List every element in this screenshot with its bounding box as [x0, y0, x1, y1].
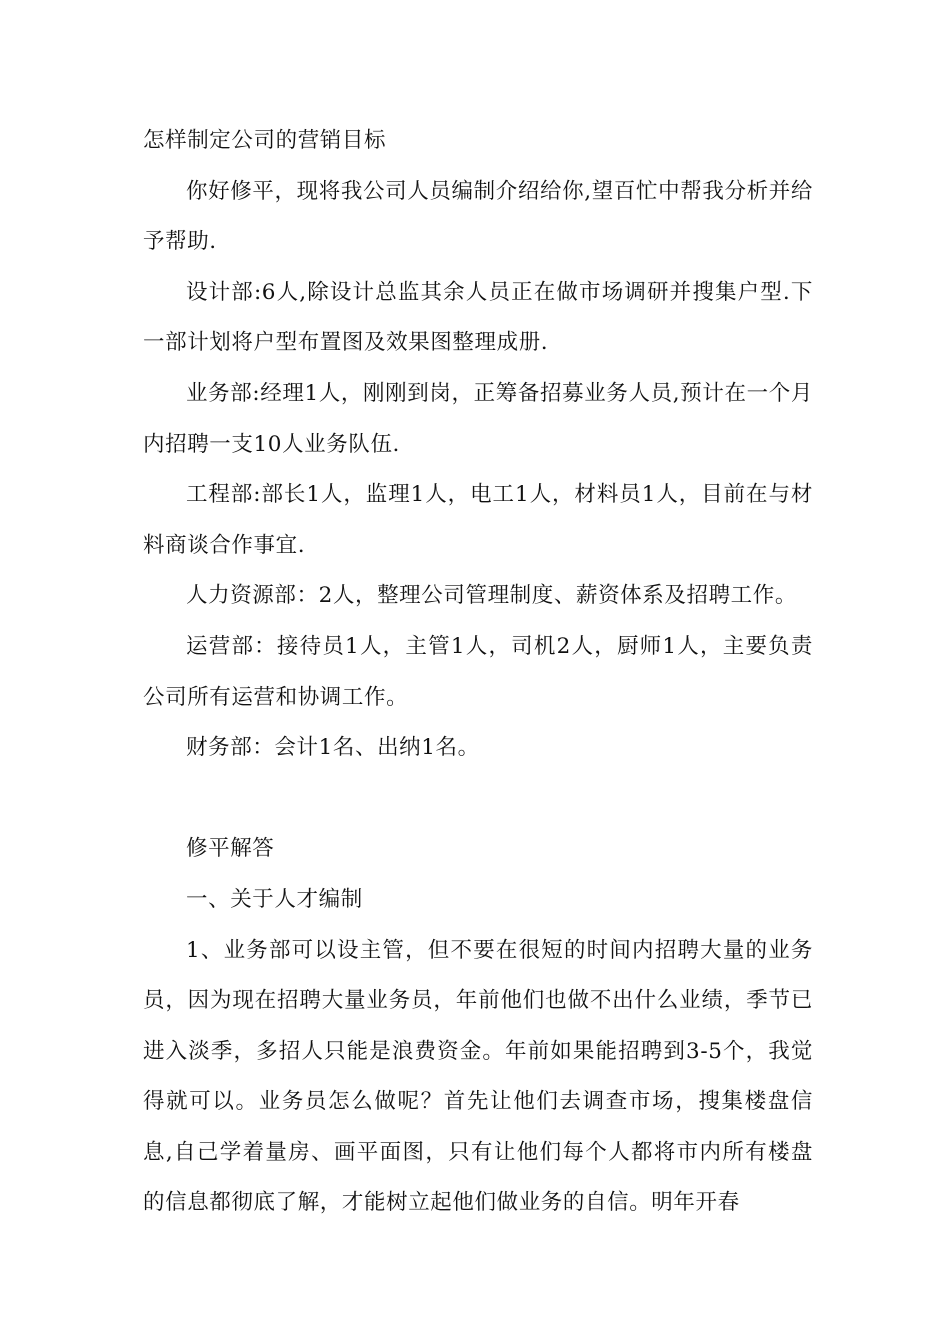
- answer-heading: 修平解答: [186, 836, 275, 862]
- department-business: 业务部:经理1人，刚刚到岗，正筹备招募业务人员,预计在一个月内招聘一支10人业务队伍.: [143, 380, 813, 457]
- blank-line: [143, 774, 813, 825]
- department-finance: 财务部：会计1名、出纳1名。: [186, 735, 480, 761]
- section-heading: 一、关于人才编制: [186, 886, 363, 912]
- answer-paragraph: 1、业务部可以设主管，但不要在很短的时间内招聘大量的业务员，因为现在招聘大量业务员，年前他们也做不出什么业绩，季节已进入淡季，多招人只能是浪费资金。年前如果能招聘到3-5个，我觉得就可以。业务员怎么做呢？首先让他们去调查市场，搜集楼盘信息,自己学着量房、画平面图，只有让他们每个人都将市内所有楼盘的信息都彻底了解，才能树立起他们做业务的自信。明年开春: [143, 937, 813, 1216]
- department-engineering: 工程部:部长1人，监理1人，电工1人，材料员1人，目前在与材料商谈合作事宜.: [143, 482, 813, 558]
- department-operations: 运营部：接待员1人，主管1人，司机2人，厨师1人，主要负责公司所有运营和协调工作。: [143, 633, 813, 710]
- document-body: [143, 116, 813, 1229]
- department-hr: 人力资源部：2人，整理公司管理制度、薪资体系及招聘工作。: [186, 583, 797, 609]
- department-design: 设计部:6人,除设计总监其余人员正在做市场调研并搜集户型.下一部计划将户型布置图及效果图整理成册.: [143, 279, 813, 356]
- document-title: 怎样制定公司的营销目标: [143, 128, 387, 153]
- intro-paragraph: 你好修平，现将我公司人员编制介绍给你,望百忙中帮我分析并给予帮助.: [143, 178, 813, 255]
